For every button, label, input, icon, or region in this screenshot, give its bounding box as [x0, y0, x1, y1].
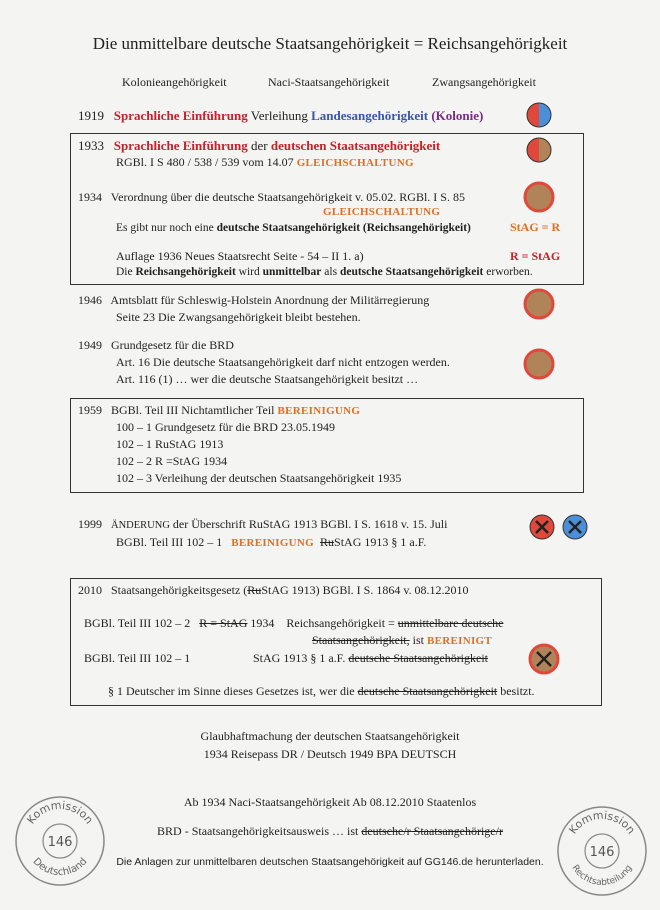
stag-eq-r: StAG = R — [510, 220, 561, 234]
entry-1933 — [78, 138, 440, 153]
stamp-icon — [556, 805, 648, 897]
stamp-right-bottom: Rechtsabteilung — [569, 863, 635, 889]
deutschen-staatsangehoerigkeit: deutschen Staatsangehörigkeit — [270, 138, 441, 153]
stamp-icon — [14, 795, 106, 887]
der: der — [251, 138, 268, 153]
amtsblatt: Amtsblatt für Schleswig-Holstein Anordnung der Militärregierung — [110, 293, 430, 307]
aenderung: ÄNDERUNG — [111, 520, 170, 531]
svg-text:Kommission — [566, 809, 637, 837]
bgbl-2010: StAG 1913) BGBl. I S. 1864 v. 08.12.2010 — [261, 583, 469, 597]
download-line: Die Anlagen zur unmittelbaren deutschen Staatsangehörigkeit auf GG146.de herunterladen. — [116, 856, 544, 868]
die: Die — [116, 266, 133, 278]
year-1919: 1919 — [78, 108, 104, 123]
entry-1919 — [78, 108, 483, 123]
unmittelbare-deutsche-struck: unmittelbare deutsche — [397, 616, 504, 630]
brown-circle-icon — [522, 180, 556, 214]
year-1934-2010: 1934 — [250, 616, 275, 630]
svg-text:Rechtsabteilung — [570, 863, 635, 888]
entry-1934-reichsangehoerigkeit — [116, 265, 533, 280]
subtitle-naci: Naci-Staatsangehörigkeit — [268, 75, 390, 89]
staatsangehoerigkeit-struck: Staatsangehörigkeit, — [312, 633, 410, 647]
ru-struck: Ru — [320, 535, 335, 549]
subtitle-kolonie: Kolonieangehörigkeit — [122, 75, 227, 89]
row-102-3: 102 – 3 Verleihung der deutschen Staatsangehörigkeit 1935 — [116, 471, 402, 485]
glaubhaftmachung: Glaubhaftmachung der deutschen Staatsangehörigkeit — [200, 729, 460, 743]
row-102-2: 102 – 2 R =StAG 1934 — [116, 454, 228, 468]
verordnung-1934: Verordnung über die deutsche Staatsangehörigkeit v. 05.02. RGBl. I S. 85 — [110, 190, 465, 204]
brown-circle-icon — [522, 347, 556, 381]
staatenlos-line: Ab 1934 Naci-Staatsangehörigkeit Ab 08.12.2010 Staatenlos — [183, 795, 477, 809]
reichsangehoerigkeit-2010: Reichsangehörigkeit = — [286, 616, 395, 630]
entry-1959 — [78, 403, 360, 419]
art-116: Art. 116 (1) … wer die deutsche Staatsangehörigkeit besitzt … — [116, 372, 419, 386]
year-1946: 1946 — [78, 293, 102, 307]
gleichschaltung-1934: GLEICHSCHALTUNG — [323, 206, 441, 218]
year-1999: 1999 — [78, 517, 102, 531]
crossed-circle-icon — [561, 513, 589, 541]
entry-1999-bgbl — [116, 535, 426, 551]
deutsche-staatsangehoerigkeit-1934: deutsche Staatsangehörigkeit (Reichsangehörigkeit) — [216, 222, 471, 234]
sprachliche-einfuehrung: Sprachliche Einführung — [113, 108, 248, 123]
svg-text:Deutschland — [31, 856, 90, 878]
year-1934: 1934 — [78, 190, 102, 204]
wird: wird — [238, 266, 260, 278]
entry-1934-stag — [116, 221, 471, 236]
stag-1913: StAG 1913 § 1 a.F. — [334, 535, 427, 549]
grundgesetz: Grundgesetz für die BRD — [111, 338, 234, 352]
ru-struck-2010: Ru — [247, 583, 262, 597]
staatsangehoerigkeitsgesetz: Staatsangehörigkeitsgesetz ( — [111, 583, 248, 597]
crossed-circle-icon — [528, 513, 556, 541]
stamp-left-top: Kommission — [24, 798, 96, 827]
r-stag-struck: R = StAG — [199, 616, 248, 630]
bereinigt-line — [312, 633, 492, 649]
row-102-1-2010 — [84, 651, 190, 666]
landesangehoerigkeit: Landesangehörigkeit — [311, 108, 429, 123]
unmittelbar: unmittelbar — [262, 266, 322, 278]
row-102-1: 102 – 1 RuStAG 1913 — [116, 437, 224, 451]
bgbl-102-1-2010: BGBl. Teil III 102 – 1 — [84, 651, 191, 665]
art-16: Art. 16 Die deutsche Staatsangehörigkeit darf nicht entzogen werden. — [116, 355, 450, 369]
bereinigung-1959: BEREINIGUNG — [277, 405, 361, 417]
stamp-left-num: 146 — [47, 835, 73, 850]
als: als — [324, 266, 338, 278]
bereinigt: BEREINIGT — [426, 635, 493, 647]
stag-1913-2010 — [253, 651, 488, 666]
year-1933: 1933 — [78, 138, 104, 153]
verleihung: Verleihung — [250, 108, 308, 123]
stamp-right-num: 146 — [589, 845, 615, 860]
deutsche-staatsangehoerigkeit-erworben: deutsche Staatsangehörigkeit — [339, 266, 484, 278]
paragraph-1-text: § 1 Deutscher im Sinne dieses Gesetzes ist, wer die — [108, 684, 355, 698]
year-2010: 2010 — [78, 583, 102, 597]
staatsangehoerige-struck: deutsche/r Staatsangehörige/r — [361, 824, 503, 838]
es-gibt: Es gibt nur noch eine — [116, 222, 214, 234]
sprachliche-einfuehrung-1933: Sprachliche Einführung — [113, 138, 248, 153]
stag-1913-paragraph: StAG 1913 § 1 a.F. — [253, 651, 346, 665]
split-circle-icon — [525, 101, 553, 129]
seite-23: Seite 23 Die Zwangsangehörigkeit bleibt bestehen. — [116, 310, 361, 324]
auflage-1936: Auflage 1936 Neues Staatsrecht Seite - 54 – II 1. a) — [116, 249, 364, 263]
entry-2010 — [78, 583, 469, 598]
deutsche-staatsangehoerigkeit-struck: deutsche Staatsangehörigkeit — [348, 651, 489, 665]
r-eq-stag: R = StAG — [510, 249, 561, 263]
kolonie: (Kolonie) — [431, 108, 484, 123]
row-100-1: 100 – 1 Grundgesetz für die BRD 23.05.1949 — [116, 420, 335, 434]
brown-circle-icon — [522, 287, 556, 321]
split-circle-icon — [525, 136, 553, 164]
bgbl-102-1: BGBl. Teil III 102 – 1 — [116, 535, 223, 549]
entry-1946 — [78, 293, 429, 308]
page-title: Die unmittelbare deutsche Staatsangehörigkeit = Reichsangehörigkeit — [92, 34, 568, 53]
stamp-right-top: Kommission — [566, 808, 638, 837]
reichsangehoerigkeit: Reichsangehörigkeit — [135, 266, 236, 278]
crossed-circle-icon — [527, 642, 561, 676]
erworben: erworben. — [486, 266, 533, 278]
stamp-left-bottom: Deutschland — [30, 856, 90, 879]
svg-text:Kommission — [24, 799, 95, 827]
year-1959: 1959 — [78, 403, 102, 417]
bgbl-teil-3: BGBl. Teil III Nichtamtlicher Teil — [111, 403, 275, 417]
besitzt: besitzt. — [500, 684, 535, 698]
bgbl-102-2-2010: BGBl. Teil III 102 – 2 — [84, 616, 191, 630]
entry-1934 — [78, 190, 465, 205]
ueberschrift-rustag: der Überschrift RuStAG 1913 BGBl. I S. 1618 v. 15. Juli — [172, 517, 448, 531]
paragraph-1 — [108, 684, 535, 699]
brd-ausweis: BRD - Staatsangehörigkeitsausweis … ist — [157, 824, 359, 838]
entry-1949 — [78, 338, 234, 353]
rgbl-1933: RGBl. I S 480 / 538 / 539 vom 14.07 — [116, 155, 294, 169]
row-102-2-2010 — [84, 616, 503, 631]
subtitle-zwang: Zwangsangehörigkeit — [432, 75, 536, 89]
deutsche-staatsangehoerigkeit-struck-p1: deutsche Staatsangehörigkeit — [357, 684, 498, 698]
bereinigung-1999: BEREINIGUNG — [231, 537, 315, 549]
ist: ist — [412, 633, 424, 647]
year-1949: 1949 — [78, 338, 102, 352]
gleichschaltung-1933: GLEICHSCHALTUNG — [296, 157, 414, 169]
entry-1999 — [78, 517, 447, 533]
entry-1933-rgbl — [116, 155, 414, 171]
reisepass-line: 1934 Reisepass DR / Deutsch 1949 BPA DEUTSCH — [203, 747, 457, 761]
